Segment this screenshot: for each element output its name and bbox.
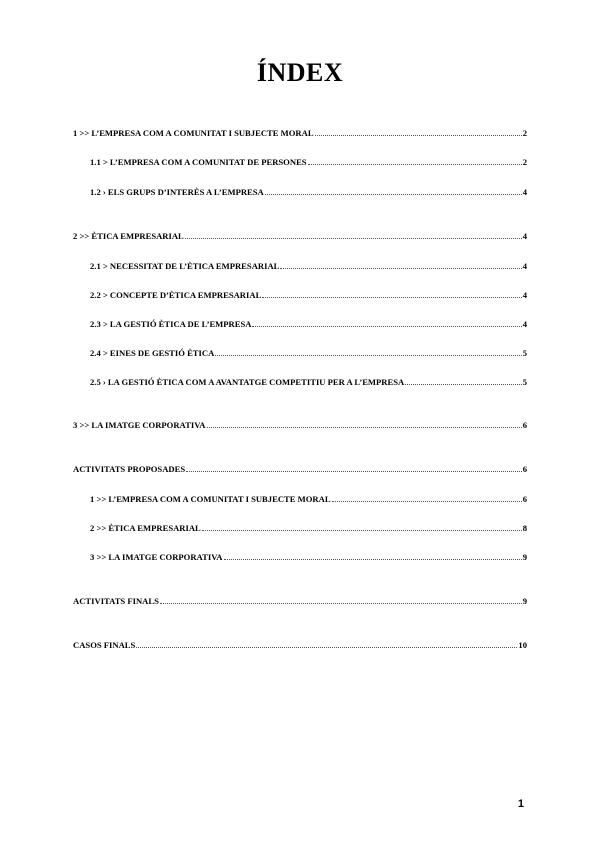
toc-entry-page: 4 [522, 319, 527, 329]
toc-entry[interactable] [73, 420, 527, 430]
toc-entry[interactable] [90, 494, 527, 504]
toc-entry[interactable] [90, 348, 527, 358]
toc-entry-page: 4 [522, 261, 527, 271]
toc-entry-label: 2.3 > LA GESTIÓ ÈTICA DE L’EMPRESA [90, 319, 252, 329]
dot-leader [308, 163, 522, 165]
toc-entry-page: 6 [522, 494, 527, 504]
dot-leader [207, 426, 522, 428]
dot-leader [262, 296, 521, 298]
toc-entry-page: 4 [522, 187, 527, 197]
toc-entry-page: 5 [522, 377, 527, 387]
toc-entry[interactable] [73, 464, 527, 474]
toc-entry[interactable] [90, 187, 527, 197]
toc-entry-page: 10 [518, 640, 527, 650]
dot-leader [315, 134, 522, 136]
dot-leader [405, 383, 521, 385]
toc-entry-label: CASOS FINALS [73, 640, 136, 650]
toc-entry[interactable] [73, 640, 527, 650]
toc-entry-label: 2.4 > EINES DE GESTIÓ ÈTICA [90, 348, 215, 358]
toc-entry-page: 9 [522, 552, 527, 562]
toc-entry-label: 1 >> L’EMPRESA COM A COMUNITAT I SUBJECTE MORAL [90, 494, 331, 504]
toc-entry[interactable] [90, 261, 527, 271]
toc-entry-label: ACTIVITATS PROPOSADES [73, 464, 186, 474]
toc-entry-page: 4 [522, 290, 527, 300]
toc-entry[interactable] [90, 157, 527, 167]
dot-leader [332, 500, 522, 502]
dot-leader [185, 237, 522, 239]
toc-entry-page: 5 [522, 348, 527, 358]
toc-entry[interactable] [73, 596, 527, 606]
toc-entry-page: 9 [522, 596, 527, 606]
toc-entry[interactable] [73, 128, 527, 138]
dot-leader [136, 646, 517, 648]
dot-leader [265, 193, 522, 195]
toc-entry-page: 6 [522, 420, 527, 430]
toc-entry-page: 6 [522, 464, 527, 474]
toc-entry-label: 2.5 › LA GESTIÓ ÈTICA COM A AVANTATGE COMPETITIU PER A L’EMPRESA [90, 377, 405, 387]
page-title: ÍNDEX [256, 58, 344, 87]
dot-leader [215, 354, 521, 356]
toc-entry[interactable] [90, 552, 527, 562]
toc-entry-label: 2.2 > CONCEPTE D’ÈTICA EMPRESARIAL [90, 290, 262, 300]
toc-entry-label: 2 >> ÈTICA EMPRESARIAL [90, 523, 201, 533]
toc-entry-label: 3 >> LA IMATGE CORPORATIVA [73, 420, 206, 430]
toc-entry-label: 2 >> ÈTICA EMPRESARIAL [73, 231, 184, 241]
toc-entry-page: 8 [522, 523, 527, 533]
toc-entry[interactable] [90, 523, 527, 533]
dot-leader [280, 267, 521, 269]
page-number: 1 [517, 798, 524, 810]
toc-entry-label: 1.2 › ELS GRUPS D’INTERÈS A L’EMPRESA [90, 187, 264, 197]
dot-leader [202, 529, 522, 531]
toc-entry-label: ACTIVITATS FINALS [73, 596, 159, 606]
toc-entry[interactable] [90, 290, 527, 300]
toc-entry-page: 2 [522, 128, 527, 138]
toc-entry-page: 2 [522, 157, 527, 167]
dot-leader [224, 558, 522, 560]
toc-entry-label: 3 >> LA IMATGE CORPORATIVA [90, 552, 223, 562]
toc-entry-page: 4 [522, 231, 527, 241]
toc-entry-label: 1.1 > L’EMPRESA COM A COMUNITAT DE PERSONES [90, 157, 307, 167]
toc-entry-label: 1 >> L’EMPRESA COM A COMUNITAT I SUBJECTE MORAL [73, 128, 314, 138]
toc-entry-label: 2.1 > NECESSITAT DE L’ÈTICA EMPRESARIAL [90, 261, 280, 271]
toc-entry[interactable] [73, 231, 527, 241]
toc-entry[interactable] [90, 319, 527, 329]
dot-leader [186, 470, 522, 472]
dot-leader [252, 325, 521, 327]
dot-leader [160, 602, 522, 604]
toc-entry[interactable] [90, 377, 527, 387]
